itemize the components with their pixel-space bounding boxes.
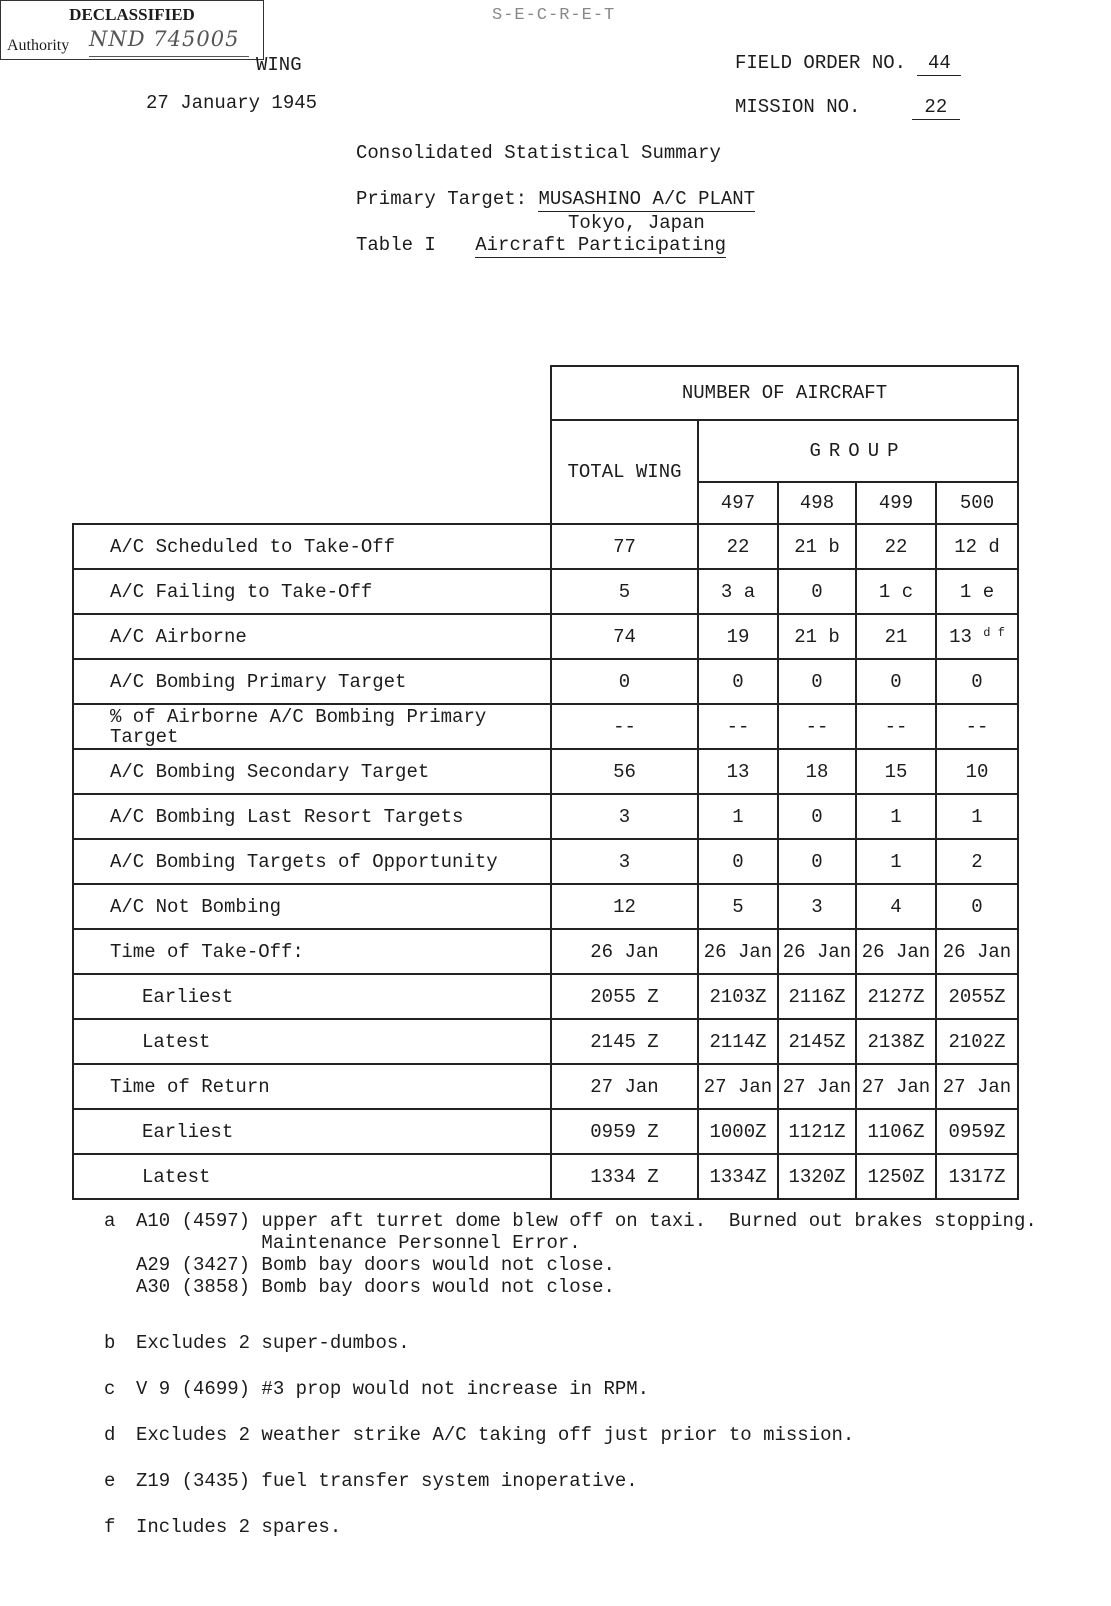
group-500-header: 500 — [936, 482, 1018, 524]
group-500-cell — [936, 704, 1018, 749]
cell-value: 26 Jan — [782, 940, 852, 963]
cell-value: -- — [613, 715, 636, 738]
declassified-stamp — [0, 0, 264, 60]
group-497-cell — [698, 1109, 778, 1154]
footnote-text: A29 (3427) Bomb bay doors would not close. — [136, 1254, 615, 1276]
footnote-line — [104, 1254, 1037, 1276]
cell-value: 5 — [618, 580, 631, 603]
footnote-key: a — [104, 1210, 116, 1232]
cell-value: 2055 Z — [590, 985, 659, 1008]
cell-value: 26 Jan — [861, 940, 931, 963]
cell-value: 1121Z — [788, 1120, 846, 1143]
footnote-text: A10 (4597) upper aft turret dome blew off on taxi. Burned out brakes stopping. — [136, 1210, 1037, 1232]
group-497-cell — [698, 1019, 778, 1064]
group-498-cell — [778, 1109, 856, 1154]
group-500-cell — [936, 1064, 1018, 1109]
group-header: GROUP — [698, 420, 1018, 482]
table-row — [73, 704, 1018, 749]
cell-value: 1334Z — [709, 1165, 767, 1188]
cell-value: 21 — [884, 625, 908, 648]
total-wing-cell — [551, 1019, 698, 1064]
group-500-cell — [936, 1019, 1018, 1064]
group-497-cell — [698, 659, 778, 704]
footnote-line — [104, 1378, 1037, 1400]
cell-value: 0 — [971, 895, 983, 918]
group-498-cell — [778, 1064, 856, 1109]
table-row — [73, 614, 1018, 659]
footnote-line — [104, 1276, 1037, 1298]
stamp-authority-label: Authority — [7, 37, 70, 54]
cell-value: 27 Jan — [861, 1075, 931, 1098]
group-498-cell — [778, 524, 856, 569]
cell-value: 21 b — [794, 535, 840, 558]
target-location: Tokyo, Japan — [568, 212, 705, 234]
group-500-cell — [936, 524, 1018, 569]
field-order-value: 44 — [917, 52, 961, 76]
cell-value: 13 — [949, 625, 972, 648]
group-499-cell — [856, 929, 936, 974]
group-500-cell — [936, 974, 1018, 1019]
cell-value: 15 — [884, 760, 908, 783]
row-label: Earliest — [73, 974, 551, 1019]
group-497-cell — [698, 929, 778, 974]
cell-value: 1 — [890, 850, 902, 873]
aircraft-participating-table — [72, 365, 1019, 1200]
table-row — [73, 929, 1018, 974]
cell-value: 0959 Z — [590, 1120, 659, 1143]
cell-value: 2116Z — [788, 985, 846, 1008]
footnote-text: A30 (3858) Bomb bay doors would not close. — [136, 1276, 615, 1298]
group-500-cell — [936, 614, 1018, 659]
footnote-line — [104, 1332, 1037, 1354]
cell-value: 12 d — [954, 535, 1000, 558]
footnote-key: c — [104, 1378, 116, 1400]
group-500-cell — [936, 884, 1018, 929]
row-label: A/C Bombing Secondary Target — [73, 749, 551, 794]
cell-value: 22 — [884, 535, 908, 558]
cell-value: 1000Z — [709, 1120, 767, 1143]
footnote-line — [104, 1470, 1037, 1492]
table-row — [73, 1109, 1018, 1154]
group-500-cell — [936, 794, 1018, 839]
cell-value: 0 — [811, 580, 823, 603]
group-498-cell — [778, 974, 856, 1019]
footnote-key: e — [104, 1470, 116, 1492]
group-499-cell — [856, 839, 936, 884]
total-wing-cell — [551, 839, 698, 884]
group-499-cell — [856, 524, 936, 569]
cell-value: 2114Z — [709, 1030, 767, 1053]
cell-value: 27 Jan — [942, 1075, 1012, 1098]
row-label: A/C Bombing Targets of Opportunity — [73, 839, 551, 884]
group-498-cell — [778, 614, 856, 659]
cell-value: 27 Jan — [782, 1075, 852, 1098]
total-wing-cell — [551, 1109, 698, 1154]
table-row — [73, 749, 1018, 794]
table-heading — [356, 234, 726, 256]
cell-value: 26 Jan — [703, 940, 773, 963]
cell-value: 21 b — [794, 625, 840, 648]
table-title: Aircraft Participating — [475, 234, 727, 256]
cell-value: 1317Z — [948, 1165, 1006, 1188]
group-497-cell — [698, 1064, 778, 1109]
field-order-label: FIELD ORDER NO. — [735, 52, 907, 74]
group-497-cell — [698, 884, 778, 929]
group-499-cell — [856, 614, 936, 659]
cell-value: 2138Z — [867, 1030, 925, 1053]
primary-target-value: MUSASHINO A/C PLANT — [538, 188, 756, 210]
group-499-cell — [856, 1154, 936, 1199]
group-499-cell — [856, 794, 936, 839]
cell-value: 74 — [613, 625, 636, 648]
cell-value: 0 — [890, 670, 902, 693]
row-label: A/C Airborne — [73, 614, 551, 659]
footnote-d — [104, 1424, 1037, 1446]
cell-value: 1250Z — [867, 1165, 925, 1188]
row-label: Latest — [73, 1154, 551, 1199]
cell-value: 0 — [618, 670, 631, 693]
cell-value: 3 a — [720, 580, 756, 603]
footnote-c — [104, 1378, 1037, 1400]
footnote-key: b — [104, 1332, 116, 1354]
footnote-text: V 9 (4699) #3 prop would not increase in RPM. — [136, 1378, 650, 1400]
cell-value: 0959Z — [948, 1120, 1006, 1143]
group-498-cell — [778, 749, 856, 794]
footnote-line — [104, 1424, 1037, 1446]
cell-value: 1 — [971, 805, 983, 828]
group-497-cell — [698, 524, 778, 569]
table-row — [73, 1019, 1018, 1064]
cell-value: 2055Z — [948, 985, 1006, 1008]
cell-value: 2145Z — [788, 1030, 846, 1053]
footnote-key: d — [104, 1424, 116, 1446]
group-500-cell — [936, 929, 1018, 974]
footnote-text: Excludes 2 weather strike A/C taking off just prior to mission. — [136, 1424, 855, 1446]
number-of-aircraft-header: NUMBER OF AIRCRAFT — [551, 366, 1018, 420]
stamp-underline — [89, 56, 249, 57]
group-500-cell — [936, 749, 1018, 794]
total-wing-cell — [551, 1064, 698, 1109]
group-500-cell — [936, 1109, 1018, 1154]
group-500-cell — [936, 569, 1018, 614]
mission-number — [735, 96, 960, 120]
cell-value: 1334 Z — [590, 1165, 659, 1188]
footnote-key: f — [104, 1516, 116, 1538]
cell-value: 3 — [618, 805, 631, 828]
row-label: Time of Take-Off: — [73, 929, 551, 974]
row-label: Earliest — [73, 1109, 551, 1154]
footnote-line — [104, 1232, 1037, 1254]
group-499-cell — [856, 569, 936, 614]
cell-value: 4 — [890, 895, 902, 918]
cell-value: 1320Z — [788, 1165, 846, 1188]
primary-target — [356, 188, 755, 210]
cell-value: 27 Jan — [703, 1075, 773, 1098]
unit-name: WING — [256, 54, 302, 76]
footnote-line — [104, 1210, 1037, 1232]
group-497-cell — [698, 749, 778, 794]
cell-value: 5 — [732, 895, 744, 918]
cell-value: 3 — [618, 850, 631, 873]
row-label: A/C Bombing Primary Target — [73, 659, 551, 704]
footnote-text: Maintenance Personnel Error. — [136, 1232, 581, 1254]
group-497-cell — [698, 569, 778, 614]
group-499-cell — [856, 704, 936, 749]
total-wing-cell — [551, 1154, 698, 1199]
cell-value: 2103Z — [709, 985, 767, 1008]
total-wing-cell — [551, 614, 698, 659]
table-body — [73, 524, 1018, 1199]
cell-value: -- — [884, 715, 908, 738]
total-wing-cell — [551, 524, 698, 569]
footnote-f — [104, 1516, 1037, 1538]
classification-marking: S-E-C-R-E-T — [492, 6, 616, 25]
row-label: A/C Scheduled to Take-Off — [73, 524, 551, 569]
cell-value: 0 — [732, 850, 744, 873]
total-wing-header: TOTAL WING — [551, 420, 698, 524]
group-497-header: 497 — [698, 482, 778, 524]
group-499-cell — [856, 974, 936, 1019]
group-499-cell — [856, 884, 936, 929]
footnotes — [104, 1210, 1037, 1538]
footnote-a — [104, 1210, 1037, 1298]
field-order — [735, 52, 961, 76]
footnote-e — [104, 1470, 1037, 1492]
group-497-cell — [698, 974, 778, 1019]
total-wing-cell — [551, 704, 698, 749]
cell-value: 0 — [732, 670, 744, 693]
group-499-cell — [856, 749, 936, 794]
group-500-cell — [936, 659, 1018, 704]
table-row — [73, 524, 1018, 569]
cell-value: 10 — [965, 760, 989, 783]
group-499-cell — [856, 659, 936, 704]
cell-value: -- — [805, 715, 829, 738]
row-label: % of Airborne A/C Bombing Primary Target — [73, 704, 551, 749]
group-499-cell — [856, 1064, 936, 1109]
group-499-header: 499 — [856, 482, 936, 524]
table-corner — [73, 366, 551, 524]
total-wing-cell — [551, 749, 698, 794]
table-row — [73, 569, 1018, 614]
footnote-b — [104, 1332, 1037, 1354]
total-wing-cell — [551, 659, 698, 704]
cell-value: -- — [965, 715, 989, 738]
total-wing-cell — [551, 929, 698, 974]
row-label: A/C Bombing Last Resort Targets — [73, 794, 551, 839]
cell-value: 12 — [613, 895, 636, 918]
row-label: A/C Not Bombing — [73, 884, 551, 929]
group-497-cell — [698, 614, 778, 659]
cell-value: 2 — [971, 850, 983, 873]
group-498-header: 498 — [778, 482, 856, 524]
table-label: Table I — [356, 234, 436, 256]
cell-value: 56 — [613, 760, 636, 783]
total-wing-cell — [551, 794, 698, 839]
group-498-cell — [778, 1019, 856, 1064]
cell-value: 18 — [805, 760, 829, 783]
cell-value: -- — [726, 715, 750, 738]
group-499-cell — [856, 1109, 936, 1154]
group-498-cell — [778, 659, 856, 704]
cell-value: 2102Z — [948, 1030, 1006, 1053]
row-label: Time of Return — [73, 1064, 551, 1109]
cell-value: 27 Jan — [590, 1075, 659, 1098]
table-row — [73, 884, 1018, 929]
cell-value: 0 — [971, 670, 983, 693]
cell-value: 1 — [732, 805, 744, 828]
group-500-cell — [936, 1154, 1018, 1199]
cell-value: 0 — [811, 850, 823, 873]
document-date: 27 January 1945 — [146, 92, 318, 114]
group-499-cell — [856, 1019, 936, 1064]
cell-value: 22 — [726, 535, 750, 558]
row-label: Latest — [73, 1019, 551, 1064]
group-498-cell — [778, 569, 856, 614]
group-497-cell — [698, 839, 778, 884]
footnote-text: Z19 (3435) fuel transfer system inoperative. — [136, 1470, 638, 1492]
group-497-cell — [698, 704, 778, 749]
cell-value: 19 — [726, 625, 750, 648]
table-row — [73, 794, 1018, 839]
footnote-marker: d f — [983, 625, 1005, 640]
cell-value: 1106Z — [867, 1120, 925, 1143]
footnote-line — [104, 1516, 1037, 1538]
group-498-cell — [778, 1154, 856, 1199]
group-498-cell — [778, 884, 856, 929]
group-498-cell — [778, 704, 856, 749]
group-500-cell — [936, 839, 1018, 884]
group-498-cell — [778, 794, 856, 839]
total-wing-cell — [551, 884, 698, 929]
group-497-cell — [698, 794, 778, 839]
table-row — [73, 659, 1018, 704]
table-row — [73, 1154, 1018, 1199]
cell-value: 1 e — [959, 580, 995, 603]
group-498-cell — [778, 839, 856, 884]
cell-value: 26 Jan — [942, 940, 1012, 963]
footnote-text: Includes 2 spares. — [136, 1516, 342, 1538]
total-wing-cell — [551, 974, 698, 1019]
total-wing-cell — [551, 569, 698, 614]
summary-title: Consolidated Statistical Summary — [356, 142, 721, 164]
mission-value: 22 — [912, 96, 960, 120]
stamp-title: DECLASSIFIED — [69, 5, 195, 24]
group-498-cell — [778, 929, 856, 974]
cell-value: 0 — [811, 670, 823, 693]
footnote-text: Excludes 2 super-dumbos. — [136, 1332, 410, 1354]
cell-value: 2145 Z — [590, 1030, 659, 1053]
cell-value: 77 — [613, 535, 636, 558]
table-row — [73, 1064, 1018, 1109]
row-label: A/C Failing to Take-Off — [73, 569, 551, 614]
cell-value: 2127Z — [867, 985, 925, 1008]
table-row — [73, 974, 1018, 1019]
cell-value: 0 — [811, 805, 823, 828]
cell-value: 26 Jan — [590, 940, 659, 963]
cell-value: 1 c — [878, 580, 914, 603]
cell-value: 1 — [890, 805, 902, 828]
cell-value: 3 — [811, 895, 823, 918]
stamp-authority-value: NND 745005 — [89, 27, 240, 51]
mission-label: MISSION NO. — [735, 96, 861, 118]
group-497-cell — [698, 1154, 778, 1199]
cell-value: 13 — [726, 760, 750, 783]
primary-target-label: Primary Target: — [356, 188, 528, 210]
table-row — [73, 839, 1018, 884]
